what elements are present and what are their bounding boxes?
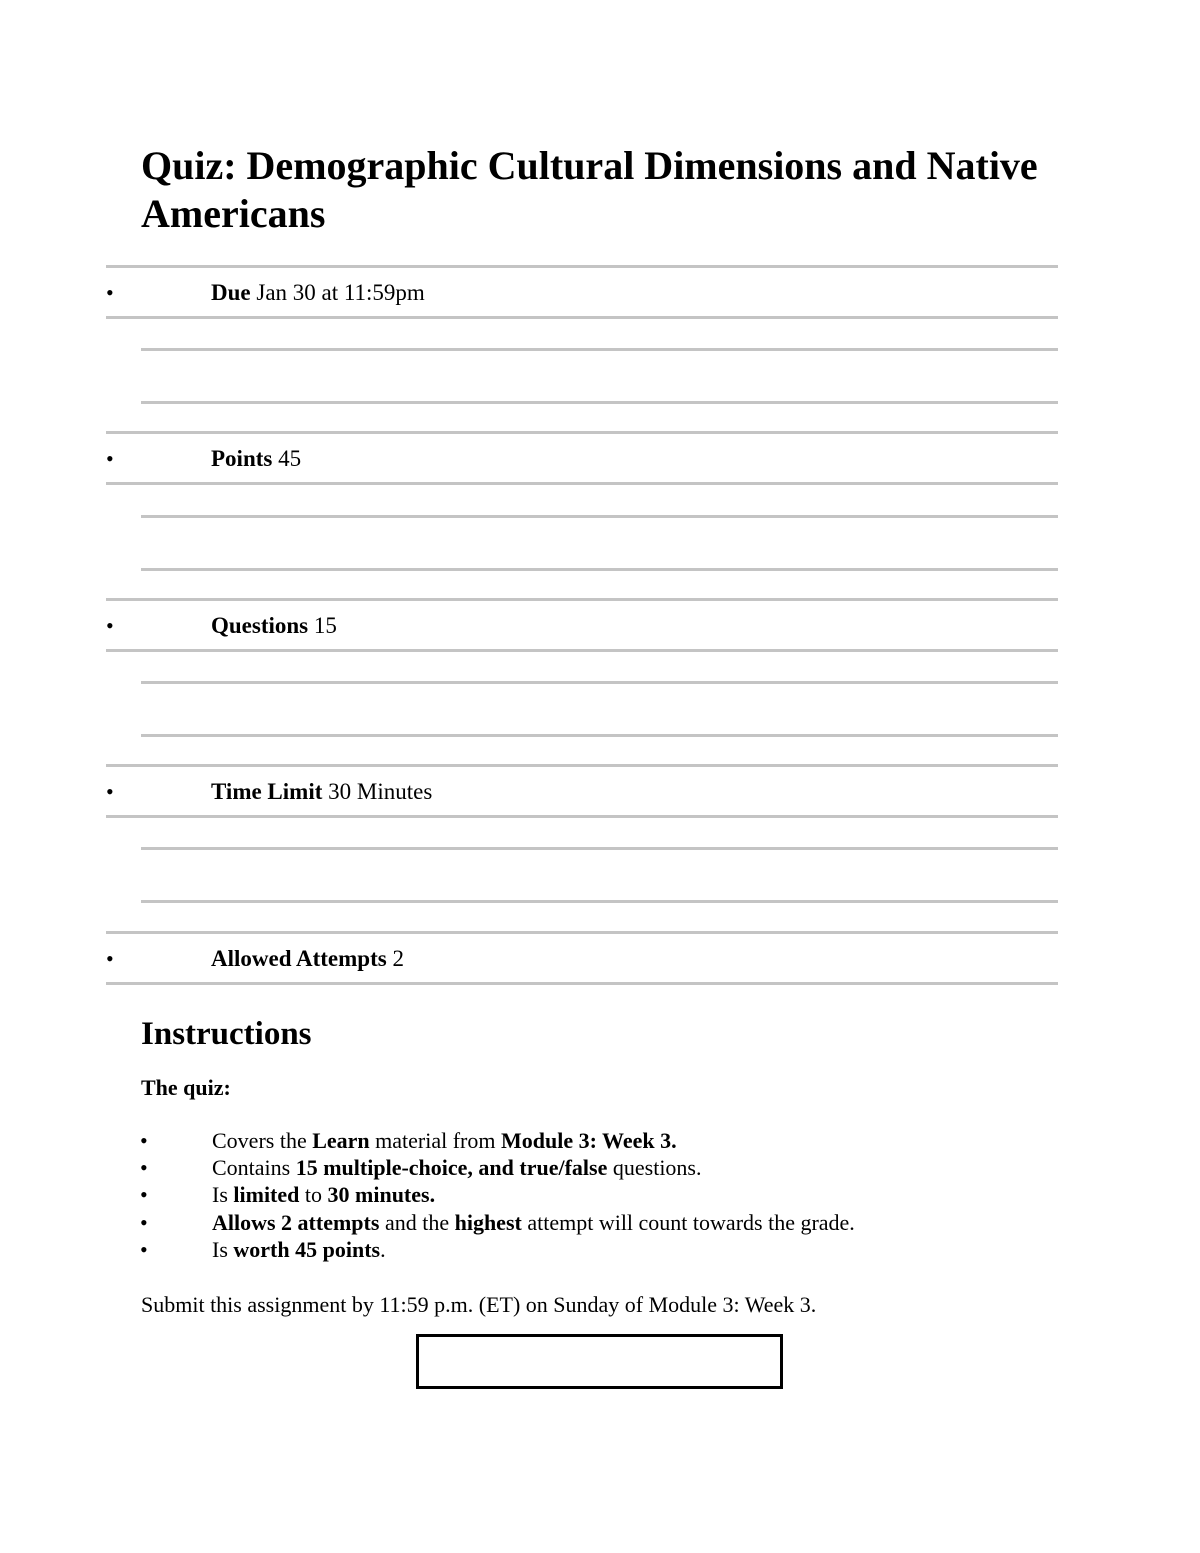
instructions-heading: Instructions — [141, 1016, 312, 1052]
detail-label: Questions — [211, 613, 309, 638]
detail-label: Due — [211, 280, 251, 305]
empty-row — [141, 515, 1058, 571]
detail-value: 30 Minutes — [328, 779, 433, 804]
quiz-intro: The quiz: — [141, 1075, 231, 1100]
detail-points — [106, 431, 1058, 485]
detail-questions — [106, 598, 1058, 652]
detail-questions-text — [211, 613, 337, 639]
detail-value: 45 — [278, 446, 302, 471]
bullet-icon: • — [140, 1236, 148, 1262]
detail-due — [106, 265, 1058, 319]
bullet-icon: • — [106, 446, 114, 471]
bullet-icon: • — [106, 280, 114, 305]
instruction-text: Is limited to 30 minutes. — [212, 1182, 436, 1208]
bullet-icon: • — [140, 1155, 148, 1181]
detail-allowed-attempts — [106, 931, 1058, 985]
detail-label: Allowed Attempts — [211, 946, 387, 971]
bullet-icon: • — [106, 779, 114, 804]
empty-box — [416, 1334, 783, 1389]
instruction-item — [0, 1209, 1200, 1236]
instruction-item — [0, 1127, 1200, 1154]
detail-time-limit-text — [211, 779, 432, 805]
bullet-icon: • — [140, 1182, 148, 1208]
quiz-title: Quiz: Demographic Cultural Dimensions and Native Americans — [141, 143, 1038, 236]
detail-points-text — [211, 446, 301, 472]
bullet-icon: • — [106, 613, 114, 638]
detail-label: Points — [211, 446, 273, 471]
detail-time-limit — [106, 764, 1058, 818]
bullet-icon: • — [106, 946, 114, 971]
instruction-text: Covers the Learn material from Module 3: Week 3. — [212, 1128, 677, 1153]
detail-allowed-attempts-text — [211, 946, 404, 972]
instruction-text: Allows 2 attempts and the highest attempt will count towards the grade. — [212, 1209, 855, 1235]
detail-value: Jan 30 at 11:59pm — [256, 280, 425, 305]
instructions-list — [0, 1127, 1200, 1263]
detail-value: 2 — [392, 946, 404, 971]
detail-due-text — [211, 280, 425, 306]
empty-row — [141, 681, 1058, 737]
bullet-icon: • — [140, 1209, 148, 1235]
submission-note: Submit this assignment by 11:59 p.m. (ET) on Sunday of Module 3: Week 3. — [141, 1292, 817, 1317]
detail-label: Time Limit — [211, 779, 323, 804]
instruction-item — [0, 1236, 1200, 1263]
bullet-icon: • — [140, 1128, 148, 1153]
instruction-text: Is worth 45 points. — [212, 1236, 386, 1262]
instruction-item — [0, 1181, 1200, 1208]
detail-value: 15 — [313, 613, 337, 638]
empty-row — [141, 847, 1058, 903]
instruction-text: Contains 15 multiple-choice, and true/false questions. — [212, 1155, 702, 1181]
instruction-item — [0, 1154, 1200, 1181]
empty-row — [141, 348, 1058, 404]
